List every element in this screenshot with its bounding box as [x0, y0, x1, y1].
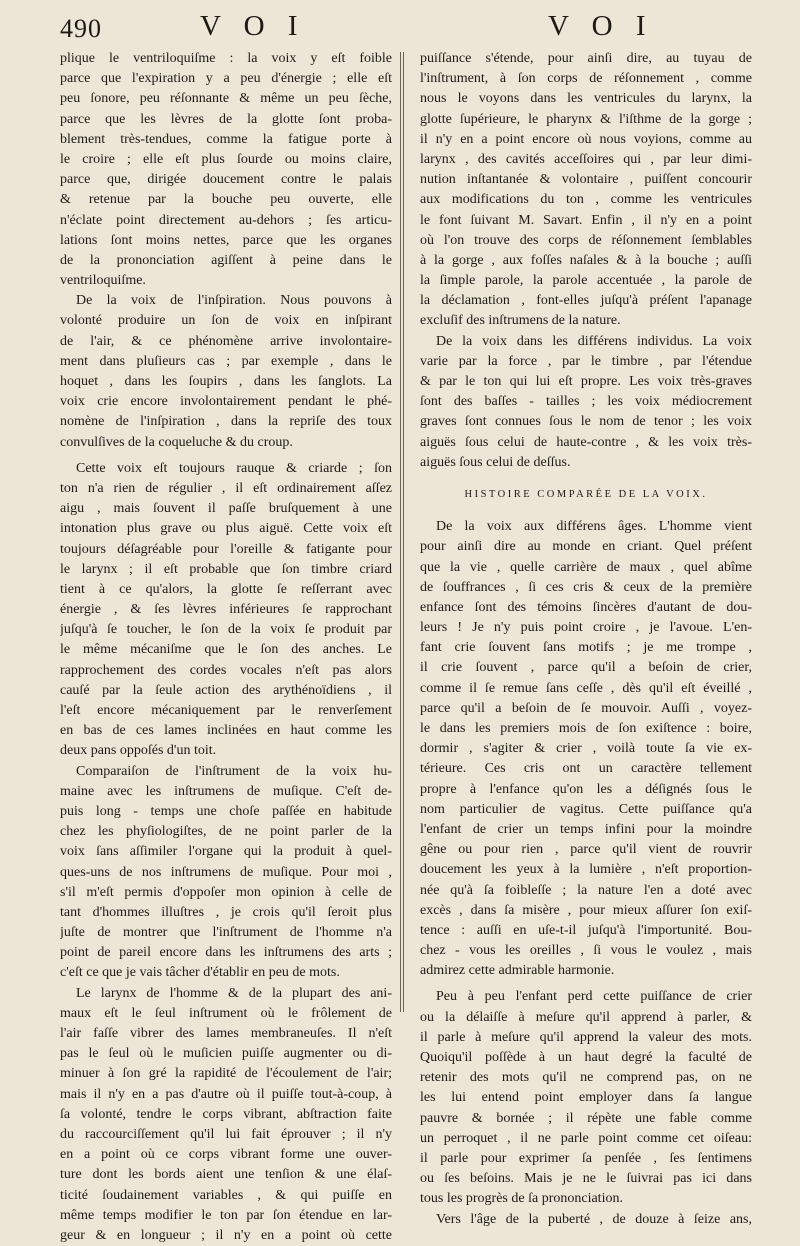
right-column [420, 49, 752, 1230]
text-line: lations ſont moins nettes, parce que les organes [60, 232, 392, 248]
text-line: les lui entend point employer dans ſa langue [420, 1090, 752, 1106]
text-line: ou ſes beſoins. Mais je ne le ſuivrai pas ici dans [420, 1171, 752, 1187]
text-line: enfance ſont des témoins ſincères d'autant de dou- [420, 599, 752, 615]
text-line: ſont des baſſes - tailles ; les voix médiocrement [420, 394, 752, 410]
text-line: Comparaiſon de l'inſtrument de la voix hu- [76, 763, 392, 779]
text-line: deux pans oppoſés d'un toit. [60, 743, 217, 759]
text-line: fant crie ſouvent ſans motifs ; je me trompe , [420, 640, 752, 656]
text-line: même temps modifier le ton par ſon étendue en lar- [60, 1207, 392, 1223]
text-line: aiguës ſous celui de deſſus. [420, 454, 571, 470]
text-line: & par le ton qui lui eſt propre. Les voix très-graves [420, 374, 752, 389]
text-line: larynx , des cavités acceſſoires qui , par leur dimi- [420, 151, 752, 167]
section-heading: HISTOIRE COMPARÉE DE LA VOIX. [464, 488, 708, 500]
text-line: leurs ! Je n'y puis point croire , je l'avoue. L'en- [420, 620, 752, 636]
text-line: le dans les premiers mois de ſon exiſtence : boire, [420, 721, 752, 736]
text-line: graves ſont connues ſous le nom de tenor ; les voix [420, 414, 752, 430]
text-line: volonté produire un ſon de voix en inſpirant [60, 313, 392, 329]
text-line: l'inſtrument, à ſon corps de réſonnement , comme [420, 71, 752, 87]
page-number: 490 [60, 14, 102, 43]
text-line: Quoiqu'il poſſède à un haut degré la faculté de [420, 1050, 752, 1065]
text-line: née qu'à ſa foibleſſe ; la nature l'en a doté avec [420, 882, 752, 898]
text-line: point de pareil encore dans les inſtrumens des arts ; [60, 945, 392, 961]
text-line: énergie , & ſes lèvres inférieures ſe rapprochant [60, 602, 392, 618]
text-line: à la gorge , aux foſſes naſales & à la bouche ; auſſi [420, 252, 752, 268]
text-line: parce que, dirigée doucement contre le palais [60, 172, 392, 188]
text-line: Le larynx de l'homme & de la plupart des ani- [76, 985, 392, 1001]
text-line: aigu , mais ſouvent il paſſe bruſquement à une [60, 501, 392, 517]
text-line: en bas de ces lames inclinées en haut comme les [60, 723, 392, 739]
text-line: du raccourciſſement qu'il lui fait éprouver ; il n'y [60, 1126, 392, 1142]
text-line: De la voix dans les différens individus. La voix [436, 333, 752, 349]
text-line: pas le ſeul où le muſicien puiſſe augmenter ou di- [60, 1046, 392, 1062]
text-line: le font ſuivant M. Savart. Enfin , il n'y en a point [420, 212, 752, 228]
running-head-right: V O I [548, 10, 654, 42]
text-line: l'eſt encore mécaniquement par le renverſement [60, 703, 392, 718]
text-line: chez - vous les oreilles , ſi vous le voulez , mais [420, 943, 752, 959]
text-line: ventriloquiſme. [60, 273, 146, 289]
text-line: il parle à meſure qu'il apprend la valeur des mots. [420, 1029, 752, 1045]
text-line: aiguës ſous celui de haute-contre , & les voix très- [420, 434, 752, 450]
text-line: toujours déſagréable pour l'oreille & fatigante pour [60, 541, 392, 557]
text-line: que la vie , quelle carrière de maux , quel abîme [420, 559, 752, 575]
text-line: où l'on trouve des corps de réſonnement ſemblables [420, 232, 752, 248]
text-line: Cette voix eſt toujours rauque & criarde ; ſon [76, 460, 392, 476]
text-line: ton n'a rien de régulier , il eſt ordinairement aſſez [60, 480, 392, 496]
text-line: l'air faſſe vibrer des lames membraneuſes. Il n'eſt [60, 1026, 392, 1041]
text-line: & retenue par la bouche peu ouverte, elle [60, 192, 392, 208]
text-line: parce que les lèvres de la glotte ſont proba- [60, 111, 392, 127]
text-line: la ſimple parole, la parole accentuée , la parole de [420, 273, 752, 289]
text-line: nomène de l'inſpiration , dans la repriſe des toux [60, 414, 392, 430]
text-line: tence : auſſi en uſe-t-il juſqu'à l'importunité. Bou- [420, 922, 752, 938]
text-line: nution inſtantanée & volontaire , puiſſent concourir [420, 172, 752, 188]
text-line: intonation plus grave ou plus aiguë. Cette voix eſt [60, 521, 392, 537]
text-line: en a point où ce corps vibrant forme une ouver- [60, 1147, 392, 1163]
text-line: la déclamation , font-elles juſqu'à préſent l'apanage [420, 293, 752, 309]
text-line: parce qu'il a beſoin de ſe mouvoir. Auſſi , voyez- [420, 700, 752, 716]
text-line: de l'air, & ce phénomène arrive involontaire- [60, 333, 392, 349]
text-line: juſte de montrer que l'inſtrument de l'homme n'a [60, 925, 392, 941]
text-line: propre à l'enfance qu'on les a déſignés ſous le [420, 781, 752, 797]
text-line: tous les progrès de ſa prononciation. [420, 1191, 623, 1207]
text-line: c'eſt ce que je vais tâcher d'établir en peu de mots. [60, 965, 340, 981]
text-line: pauvre & bornée ; il répète une fable comme [420, 1110, 752, 1126]
text-line: Peu à peu l'enfant perd cette puiſſance de crier [436, 989, 752, 1005]
text-line: varie par la force , par le timbre , par l'étendue [420, 353, 752, 369]
text-line: comme il ſe remue ſans ceſſe , dès qu'il eſt éveillé , [420, 680, 752, 696]
text-line: De la voix aux différens âges. L'homme vient [436, 519, 752, 535]
text-line: ou la délaiſſe à meſure qu'il apprend à parler, & [420, 1009, 752, 1025]
text-line: puis long - temps une choſe paſſée en habitude [60, 803, 392, 819]
running-header [0, 10, 800, 50]
text-line: tient à ce qu'alors, la glotte ſe reſſerrant avec [60, 581, 392, 597]
text-line: le larynx ; il eſt probable que ſon timbre criard [60, 561, 392, 577]
text-line: l'enfant de crier un temps infini pour la moindre [420, 821, 752, 837]
text-line: Vers l'âge de la puberté , de douze à ſeize ans, [436, 1211, 752, 1227]
text-line: nom particulier de vagitus. Cette puiſſance qu'a [420, 801, 752, 817]
text-line: dormir , s'agiter & crier , voilà toute ſa vie ex- [420, 741, 752, 757]
text-line: ticité ſoudainement variables , & qui puiſſe en [60, 1187, 392, 1203]
text-line: excès , dans ſa misère , pour mieux aſſurer ſon exiſ- [420, 902, 752, 918]
text-line: doucement les yeux à la lumière , n'eſt proportion- [420, 862, 752, 878]
text-line: minuer à ſon gré la rapidité de l'écoulement de l'air; [60, 1066, 392, 1082]
column-divider [400, 52, 401, 1012]
text-line: cauſé par la ſeule action des arythénoïdiens , il [60, 682, 392, 698]
text-line: il n'y en a point encore où nous voyions, comme au [420, 131, 752, 147]
text-line: glotte ſupérieure, le pharynx & l'iſthme de la gorge ; [420, 111, 752, 127]
text-line: blement très-tendues, comme la fatigue porte à [60, 131, 392, 147]
text-line: peu ſonore, peu réſonnante & même un peu ſèche, [60, 91, 392, 107]
text-line: parce que l'expiration y a peu d'énergie ; elle eſt [60, 71, 392, 87]
text-line: n'éclate point directement au-dehors ; ſes articu- [60, 212, 392, 228]
text-line: De la voix de l'inſpiration. Nous pouvons à [76, 293, 392, 309]
text-line: tant d'hommes illuſtres , je crois qu'il ſeroit plus [60, 904, 392, 920]
text-line: ment dans pluſieurs cas ; par exemple , dans le [60, 353, 392, 369]
text-line: nous le voyons dans les ventricules du larynx, la [420, 91, 752, 107]
text-line: s'il m'eſt permis d'oppoſer mon opinion à celle de [60, 884, 392, 900]
text-line: ture dont les bords aient une tenſion & une élaſ- [60, 1167, 392, 1183]
text-line: convulſives de la coqueluche & du croup. [60, 434, 293, 450]
text-line: pour ainſi dire au monde en criant. Quel préſent [420, 539, 752, 555]
text-line: térieure. Ces cris ont un caractère tellement [420, 761, 752, 777]
text-line: il parle pour exprimer ſa penſée , ſes ſentimens [420, 1150, 752, 1166]
text-line: il crie ſouvent , parce qu'il a beſoin de crier, [420, 660, 752, 676]
text-line: juſqu'à ſe toucher, le ſon de la voix ſe produit par [60, 622, 392, 638]
running-head-left: V O I [200, 10, 306, 42]
text-line: voix crie encore involontairement pendant le phé- [60, 394, 392, 410]
text-line: chez les phyſiologiſtes, de ne point parler de la [60, 824, 392, 840]
left-column [60, 49, 392, 1246]
text-line: rapprochement des cordes vocales n'eſt pas alors [60, 662, 392, 678]
text-line: plique le ventriloquiſme : la voix y eſt foible [60, 51, 392, 66]
text-line: geur & en longueur ; il n'y en a point où cette [60, 1227, 392, 1243]
text-line: voix ſans aſſimiler l'organe qui la produit à quel- [60, 844, 392, 860]
text-line: gêne ou pour rien , parce qu'il vient de rouvrir [420, 842, 752, 858]
text-line: excluſif des inſtrumens de la nature. [420, 313, 621, 329]
text-line: puiſſance s'étende, pour ainſi dire, au tuyau de [420, 51, 752, 66]
text-line: retenir des mots qu'il ne comprend pas, on ne [420, 1070, 752, 1086]
text-line: ſa volonté, tendre le corps vibrant, abſtraction faite [60, 1106, 392, 1122]
text-line: aux modifications du ton , comme les ventricules [420, 192, 752, 208]
text-line: maine avec les inſtrumens de muſique. C'eſt de- [60, 783, 392, 799]
column-divider-double [403, 52, 404, 1012]
text-line: le croire ; elle eſt plus ſourde ou moins claire, [60, 151, 392, 167]
text-line: mais il n'y en a pas d'autre où il puiſſe tout-à-coup, à [60, 1086, 392, 1102]
text-line: admirez cette admirable harmonie. [420, 963, 615, 979]
text-line: un perroquet , il ne parle point comme cet oiſeau: [420, 1130, 752, 1146]
text-line: ques-uns de nos inſtrumens de muſique. Pour moi , [60, 864, 392, 880]
text-line: de la prononciation agiſſent à peine dans le [60, 252, 392, 268]
text-line: maux eſt le ſeul inſtrument où le frôlement de [60, 1005, 392, 1021]
text-line: le même mécaniſme que le ſon des anches. Le [60, 642, 392, 658]
text-line: de ſouffrances , ſi ces cris & ceux de la première [420, 579, 752, 595]
text-line: hoquet , dans les ſoupirs , dans les ſanglots. La [60, 374, 392, 389]
